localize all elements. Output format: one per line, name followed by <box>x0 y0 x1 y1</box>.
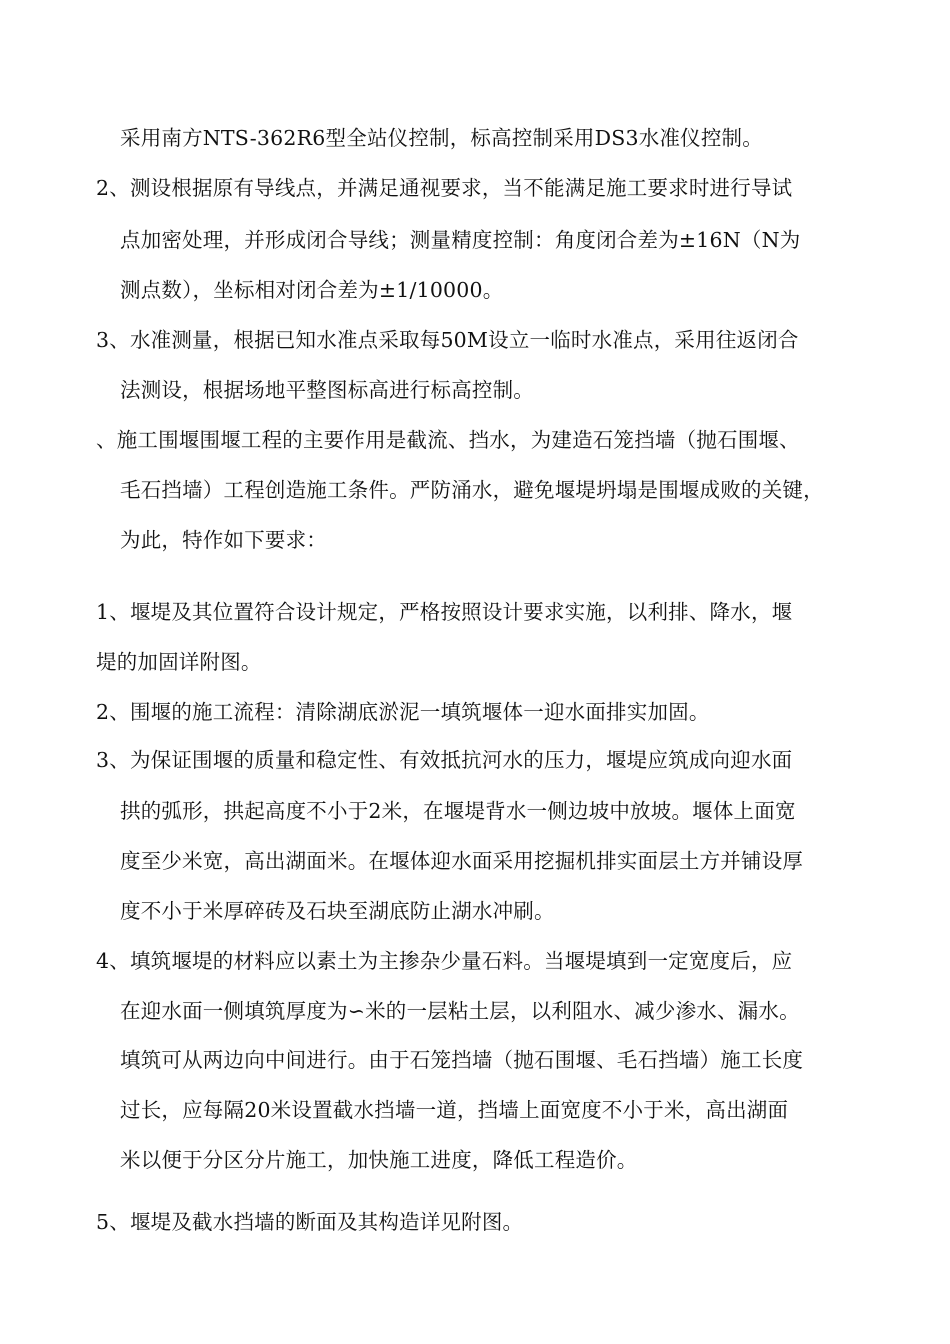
text-line-8: 毛石挡墙）工程创造施工条件。严防涌水，避免堰堤坍塌是围堰成败的关键， <box>120 478 824 502</box>
text-line-1: 采用南方NTS-362R6型全站仪控制，标高控制采用DS3水准仪控制。 <box>120 126 763 150</box>
text-line-7: 、施工围堰围堰工程的主要作用是截流、挡水，为建造石笼挡墙（抛石围堰、 <box>96 428 800 452</box>
text-line-18: 在迎水面一侧填筑厚度为∽米的一层粘土层，以利阻水、减少渗水、漏水。 <box>120 999 800 1023</box>
text-line-15: 度至少米宽，高出湖面米。在堰体迎水面采用挖掘机排实面层土方并铺设厚 <box>120 849 804 873</box>
text-line-12: 2、围堰的施工流程：清除湖底淤泥一填筑堰体一迎水面排实加固。 <box>96 700 710 724</box>
text-line-16: 度不小于米厚碎砖及石块至湖底防止湖水冲刷。 <box>120 899 555 923</box>
text-line-3: 点加密处理，并形成闭合导线；测量精度控制：角度闭合差为±16N（N为 <box>120 228 801 252</box>
text-line-13: 3、为保证围堰的质量和稳定性、有效抵抗河水的压力，堰堤应筑成向迎水面 <box>96 748 793 772</box>
text-line-6: 法测设，根据场地平整图标高进行标高控制。 <box>120 378 534 402</box>
text-line-22: 5、堰堤及截水挡墙的断面及其构造详见附图。 <box>96 1210 524 1234</box>
text-line-5: 3、水准测量，根据已知水准点采取每50M设立一临时水准点，采用往返闭合 <box>96 328 799 352</box>
text-line-2: 2、测设根据原有导线点，并满足通视要求，当不能满足施工要求时进行导试 <box>96 176 793 200</box>
text-line-14: 拱的弧形，拱起高度不小于2米，在堰堤背水一侧边坡中放坡。堰体上面宽 <box>120 799 796 823</box>
text-line-9: 为此，特作如下要求： <box>120 528 327 552</box>
text-line-4: 测点数），坐标相对闭合差为±1/10000。 <box>120 278 504 302</box>
text-line-10: 1、堰堤及其位置符合设计规定，严格按照设计要求实施，以利排、降水，堰 <box>96 600 793 624</box>
text-line-11: 堤的加固详附图。 <box>96 650 262 674</box>
text-line-17: 4、填筑堰堤的材料应以素土为主掺杂少量石料。当堰堤填到一定宽度后，应 <box>96 949 793 973</box>
text-line-21: 米以便于分区分片施工，加快施工进度，降低工程造价。 <box>120 1148 638 1172</box>
text-line-19: 填筑可从两边向中间进行。由于石笼挡墙（抛石围堰、毛石挡墙）施工长度 <box>120 1048 804 1072</box>
text-line-20: 过长，应每隔20米设置截水挡墙一道，挡墙上面宽度不小于米，高出湖面 <box>120 1098 789 1122</box>
